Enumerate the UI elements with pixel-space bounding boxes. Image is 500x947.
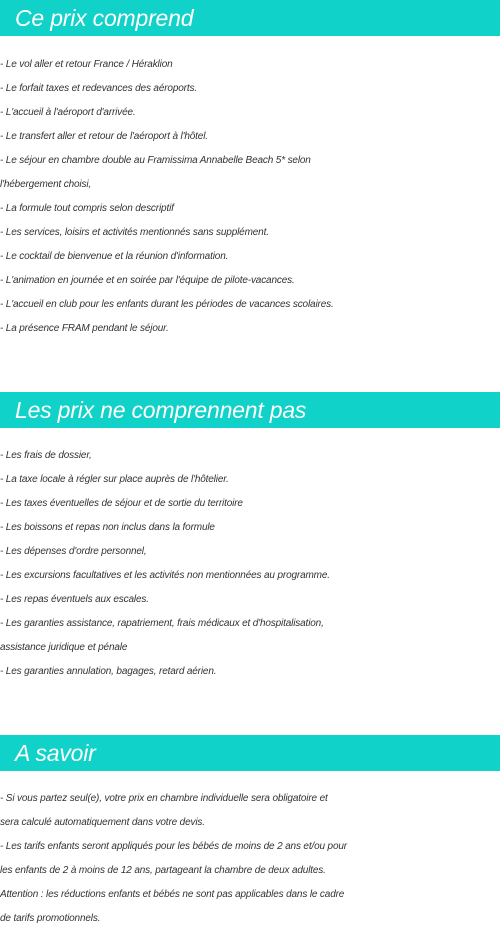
section-header-price-includes (0, 0, 500, 36)
list-item: les enfants de 2 à moins de 12 ans, partageant la chambre de deux adultes. (0, 865, 326, 876)
list-item: - Les boissons et repas non inclus dans la formule (0, 522, 215, 533)
section-title: Les prix ne comprennent pas (15, 397, 307, 423)
section-header-price-excludes (0, 392, 500, 428)
list-item: - La présence FRAM pendant le séjour. (0, 323, 169, 334)
list-item: - L'accueil en club pour les enfants durant les périodes de vacances scolaires. (0, 299, 334, 310)
list-item: sera calculé automatiquement dans votre devis. (0, 817, 205, 828)
list-item: - Le cocktail de bienvenue et la réunion d'information. (0, 251, 229, 262)
list-item: - Les repas éventuels aux escales. (0, 594, 149, 605)
good-to-know-list (0, 787, 500, 931)
list-item: - Les garanties annulation, bagages, retard aérien. (0, 666, 217, 677)
list-item: - Les frais de dossier, (0, 450, 92, 461)
list-item: - L'accueil à l'aéroport d'arrivée. (0, 107, 136, 118)
section-header-good-to-know (0, 735, 500, 771)
section-title: Ce prix comprend (15, 5, 194, 31)
list-item: l'hébergement choisi, (0, 179, 92, 190)
section-title: A savoir (15, 740, 96, 766)
price-includes-list (0, 53, 500, 341)
list-item: - Les tarifs enfants seront appliqués pour les bébés de moins de 2 ans et/ou pour (0, 841, 347, 852)
list-item: de tarifs promotionnels. (0, 913, 101, 924)
list-item: - Le forfait taxes et redevances des aéroports. (0, 83, 197, 94)
list-item: - La formule tout compris selon descriptif (0, 203, 174, 214)
list-item: - Les taxes éventuelles de séjour et de sortie du territoire (0, 498, 243, 509)
list-item: Attention : les réductions enfants et bébés ne sont pas applicables dans le cadre (0, 889, 345, 900)
price-excludes-list (0, 444, 500, 684)
list-item: - Les services, loisirs et activités mentionnés sans supplément. (0, 227, 269, 238)
list-item: - Si vous partez seul(e), votre prix en chambre individuelle sera obligatoire et (0, 793, 328, 804)
list-item: assistance juridique et pénale (0, 642, 128, 653)
list-item: - Les garanties assistance, rapatriement, frais médicaux et d'hospitalisation, (0, 618, 324, 629)
list-item: - Le transfert aller et retour de l'aéroport à l'hôtel. (0, 131, 208, 142)
list-item: - L'animation en journée et en soirée par l'équipe de pilote-vacances. (0, 275, 295, 286)
list-item: - Les excursions facultatives et les activités non mentionnées au programme. (0, 570, 330, 581)
list-item: - Les dépenses d'ordre personnel, (0, 546, 147, 557)
list-item: - La taxe locale à régler sur place auprès de l'hôtelier. (0, 474, 229, 485)
list-item: - Le séjour en chambre double au Framissima Annabelle Beach 5* selon (0, 155, 311, 166)
list-item: - Le vol aller et retour France / Héraklion (0, 59, 173, 70)
